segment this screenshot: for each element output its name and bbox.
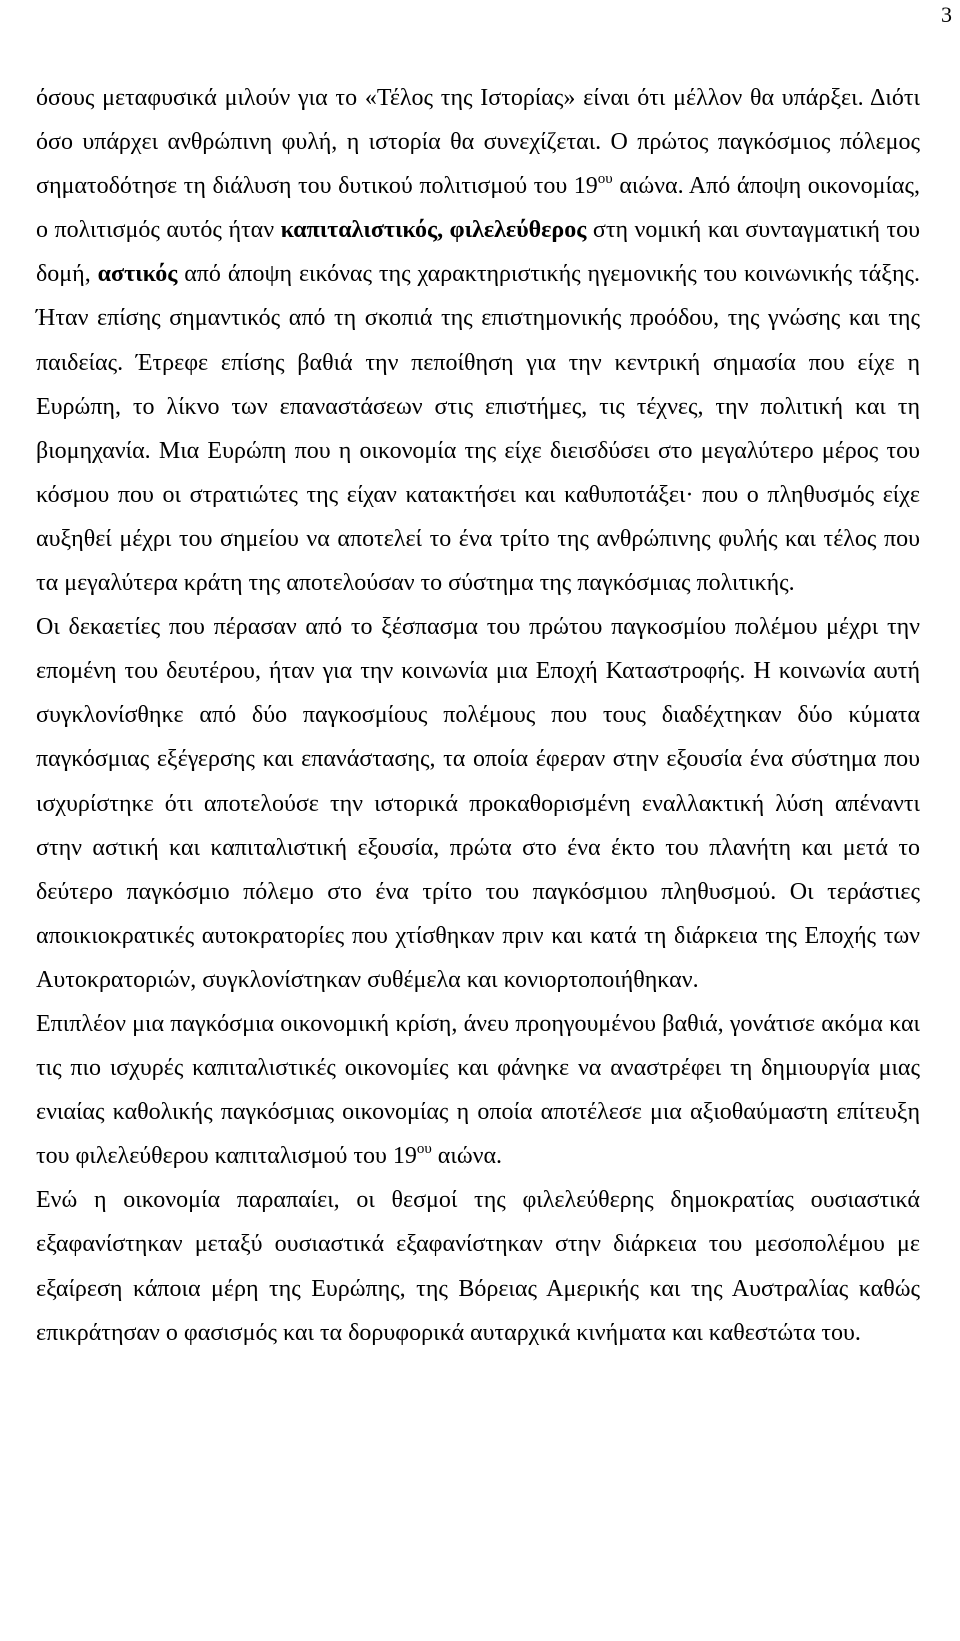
paragraph: [36, 605, 920, 1002]
text-span: Οι δεκαετίες που πέρασαν από το ξέσπασμα του πρώτου παγκοσμίου πολέμου μέχρι την επομένη του δευτέρου, ήταν για την κοινωνία μια Εποχή Καταστροφής. Η κοινωνία αυτή συγκλονίσθηκε από δύο παγκοσμίους πολέμους που τους διαδέχτηκαν δύο κύματα παγκόσμιας εξέγερσης και επανάστασης, τα οποία έφεραν στην εξουσία ένα σύστημα που ισχυρίστηκε ότι αποτελούσε την ιστορικά προκαθορισμένη εναλλακτική λύση απέναντι στην αστική και καπιταλιστική εξουσία, πρώτα στο ένα έκτο του πλανήτη και μετά το δεύτερο παγκόσμιο πόλεμο στο ένα τρίτο του παγκόσμιου πληθυσμού. Οι τεράστιες αποικιοκρατικές αυτοκρατορίες που χτίσθηκαν πριν και κατά τη διάρκεια της Εποχής των Αυτοκρατοριών, συγκλονίστηκαν συθέμελα και κονιορτοποιήθηκαν.: [36, 614, 920, 993]
page-number: 3: [941, 2, 952, 27]
text-span: αιώνα. Από άποψη οικονομίας, ο πολιτισμός αυτός ήταν: [36, 173, 920, 244]
bold-text: αστικός: [97, 261, 178, 288]
paragraph: [36, 1002, 920, 1178]
superscript: ου: [597, 171, 613, 188]
text-span: Επιπλέον μια παγκόσμια οικονομική κρίση, άνευ προηγουμένου βαθιά, γονάτισε ακόμα και τις πιο ισχυρές καπιταλιστικές οικονομίες και φάνηκε να αναστρέφει τη δημιουργία μιας ενιαίας καθολικής παγκόσμιας οικονομίας η οποία αποτέλεσε μια αξιοθαύμαστη επίτευξη του φιλελεύθερου καπιταλισμού του 19: [36, 1010, 920, 1170]
text-span: αιώνα.: [431, 1143, 503, 1170]
paragraph: [36, 76, 920, 605]
text-span: Ενώ η οικονομία παραπαίει, οι θεσμοί της φιλελεύθερης δημοκρατίας ουσιαστικά εξαφανίστηκαν μεταξύ ουσιαστικά εξαφανίστηκαν στην διάρκεια του μεσοπολέμου με εξαίρεση κάποια μέρη της Ευρώπης, της Βόρειας Αμερικής και της Αυστραλίας καθώς επικράτησαν ο φασισμός και τα δορυφορικά αυταρχικά κινήματα και καθεστώτα του.: [36, 1187, 920, 1346]
text-span: στη νομική και συνταγματική του δομή,: [36, 217, 920, 288]
text-span: από άποψη εικόνας της χαρακτηριστικής ηγεμονικής του κοινωνικής τάξης. Ήταν επίσης σημαντικός από τη σκοπιά της επιστημονικής προόδου, της γνώσης και της παιδείας. Έτρεφε επίσης βαθιά την πεποίθηση για την κεντρική σημασία που είχε η Ευρώπη, το λίκνο των επαναστάσεων στις επιστήμες, τις τέχνες, την πολιτική και τη βιομηχανία. Μια Ευρώπη που η οικονομία της είχε διεισδύσει στο μεγαλύτερο μέρος του κόσμου που οι στρατιώτες της είχαν κατακτήσει και καθυποτάξει· που ο πληθυσμός είχε αυξηθεί μέχρι του σημείου να αποτελεί το ένα τρίτο της ανθρώπινης φυλής και τέλος που τα μεγαλύτερα κράτη της αποτελούσαν το σύστημα της παγκόσμιας πολιτικής.: [36, 261, 920, 597]
document-body: [36, 76, 920, 1355]
text-span: όσους μεταφυσικά μιλούν για το «Τέλος της Ιστορίας» είναι ότι μέλλον θα υπάρξει. Διότι όσο υπάρχει ανθρώπινη φυλή, η ιστορία θα συνεχίζεται. Ο πρώτος παγκόσμιος πόλεμος σηματοδότησε τη διάλυση του δυτικού πολιτισμού του 19: [36, 85, 920, 200]
superscript: ου: [416, 1141, 432, 1158]
paragraph: [36, 1178, 920, 1354]
bold-text: καπιταλιστικός, φιλελεύθερος: [280, 217, 587, 244]
